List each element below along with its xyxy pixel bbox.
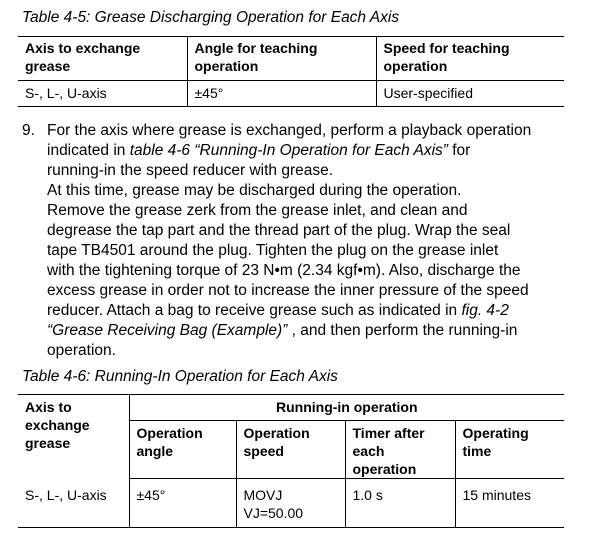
cell-speed bbox=[236, 479, 345, 528]
table-4-5-caption: Table 4-5: Grease Discharging Operation for Each Axis bbox=[22, 9, 400, 26]
step-text: Remove the grease zerk from the grease inlet, and clean and bbox=[47, 202, 468, 219]
step-line bbox=[47, 141, 567, 161]
step-text: , and then perform the running-in bbox=[287, 322, 518, 339]
cell-timer: 1.0 s bbox=[345, 479, 455, 528]
step-line bbox=[47, 321, 567, 341]
header-speed bbox=[376, 37, 564, 81]
step-text: degrease the tap part and the thread part of the plug. Wrap the seal bbox=[47, 222, 511, 239]
step-line bbox=[47, 261, 567, 281]
header-speed-line-2: operation bbox=[383, 58, 448, 74]
cell-angle: ±45° bbox=[129, 479, 236, 528]
step-text: At this time, grease may be discharged during the operation. bbox=[47, 182, 462, 199]
table-4-6-caption: Table 4-6: Running-In Operation for Each Axis bbox=[22, 368, 338, 385]
cell-angle: ±45° bbox=[187, 81, 376, 107]
step-text: excess grease in order not to increase the inner pressure of the speed bbox=[47, 282, 529, 299]
header-time-line-1: Operating bbox=[462, 425, 529, 441]
table-row bbox=[18, 81, 564, 107]
header-axis-line-1: Axis to bbox=[25, 399, 72, 415]
step-number: 9. bbox=[22, 122, 35, 139]
step-text: running-in the speed reducer with grease. bbox=[47, 162, 334, 179]
header-timer bbox=[345, 421, 455, 479]
header-operation-speed bbox=[236, 421, 345, 479]
cross-reference: table 4-6 “Running-In Operation for Each Axis” bbox=[129, 142, 448, 159]
header-running-in-operation: Running-in operation bbox=[129, 395, 564, 421]
header-axis bbox=[18, 37, 187, 81]
step-line bbox=[47, 341, 567, 361]
header-operating-time bbox=[455, 421, 564, 479]
grease-discharging-table bbox=[18, 36, 564, 107]
header-angle-line-2: angle bbox=[136, 443, 174, 459]
header-operation-angle bbox=[129, 421, 236, 479]
step-text: indicated in bbox=[47, 142, 130, 159]
header-axis-line-3: grease bbox=[25, 435, 71, 451]
header-axis-line-2: grease bbox=[25, 58, 71, 74]
cell-speed-line-2: VJ=50.00 bbox=[243, 505, 304, 521]
running-in-operation-table bbox=[18, 394, 564, 528]
cell-speed: User-specified bbox=[376, 81, 564, 107]
step-text: reducer. Attach a bag to receive grease such as indicated in bbox=[47, 302, 462, 319]
cell-axis: S-, L-, U-axis bbox=[18, 479, 129, 528]
step-line bbox=[47, 181, 567, 201]
cross-reference: “Grease Receiving Bag (Example)” bbox=[47, 322, 288, 339]
header-angle-line-2: operation bbox=[194, 58, 259, 74]
step-text: tape TB4501 around the plug. Tighten the plug on the grease inlet bbox=[47, 242, 499, 259]
table-header-row bbox=[18, 37, 564, 81]
header-time-line-2: time bbox=[462, 443, 492, 459]
header-timer-line-2: each bbox=[352, 443, 385, 459]
step-line bbox=[47, 281, 567, 301]
table-header-row bbox=[18, 395, 564, 421]
header-angle-line-1: Operation bbox=[136, 425, 203, 441]
step-line bbox=[47, 161, 567, 181]
step-text: operation. bbox=[47, 342, 116, 359]
header-speed-line-1: Operation bbox=[243, 425, 310, 441]
header-axis-line-2: exchange bbox=[25, 417, 90, 433]
cross-reference: fig. 4-2 bbox=[461, 302, 509, 319]
header-speed-line-2: speed bbox=[243, 443, 284, 459]
header-timer-line-3: operation bbox=[352, 461, 417, 477]
cell-speed-line-1: MOVJ bbox=[243, 487, 283, 503]
step-text: for bbox=[447, 142, 471, 159]
header-axis bbox=[18, 395, 129, 479]
header-speed-line-1: Speed for teaching bbox=[383, 40, 510, 56]
cell-axis: S-, L-, U-axis bbox=[18, 81, 187, 107]
step-text: with the tightening torque of 23 N•m (2.34 kgf•m). Also, discharge the bbox=[47, 262, 521, 279]
header-angle bbox=[187, 37, 376, 81]
step-line bbox=[47, 241, 567, 261]
table-row bbox=[18, 479, 564, 528]
step-line bbox=[47, 221, 567, 241]
step-9-text bbox=[47, 121, 567, 361]
header-axis-line-1: Axis to exchange bbox=[25, 40, 141, 56]
header-angle-line-1: Angle for teaching bbox=[194, 40, 318, 56]
step-text: For the axis where grease is exchanged, perform a playback operation bbox=[47, 122, 532, 139]
step-line bbox=[47, 121, 567, 141]
cell-operating-time: 15 minutes bbox=[455, 479, 564, 528]
step-line bbox=[47, 201, 567, 221]
header-timer-line-1: Timer after bbox=[352, 425, 425, 441]
step-line bbox=[47, 301, 567, 321]
